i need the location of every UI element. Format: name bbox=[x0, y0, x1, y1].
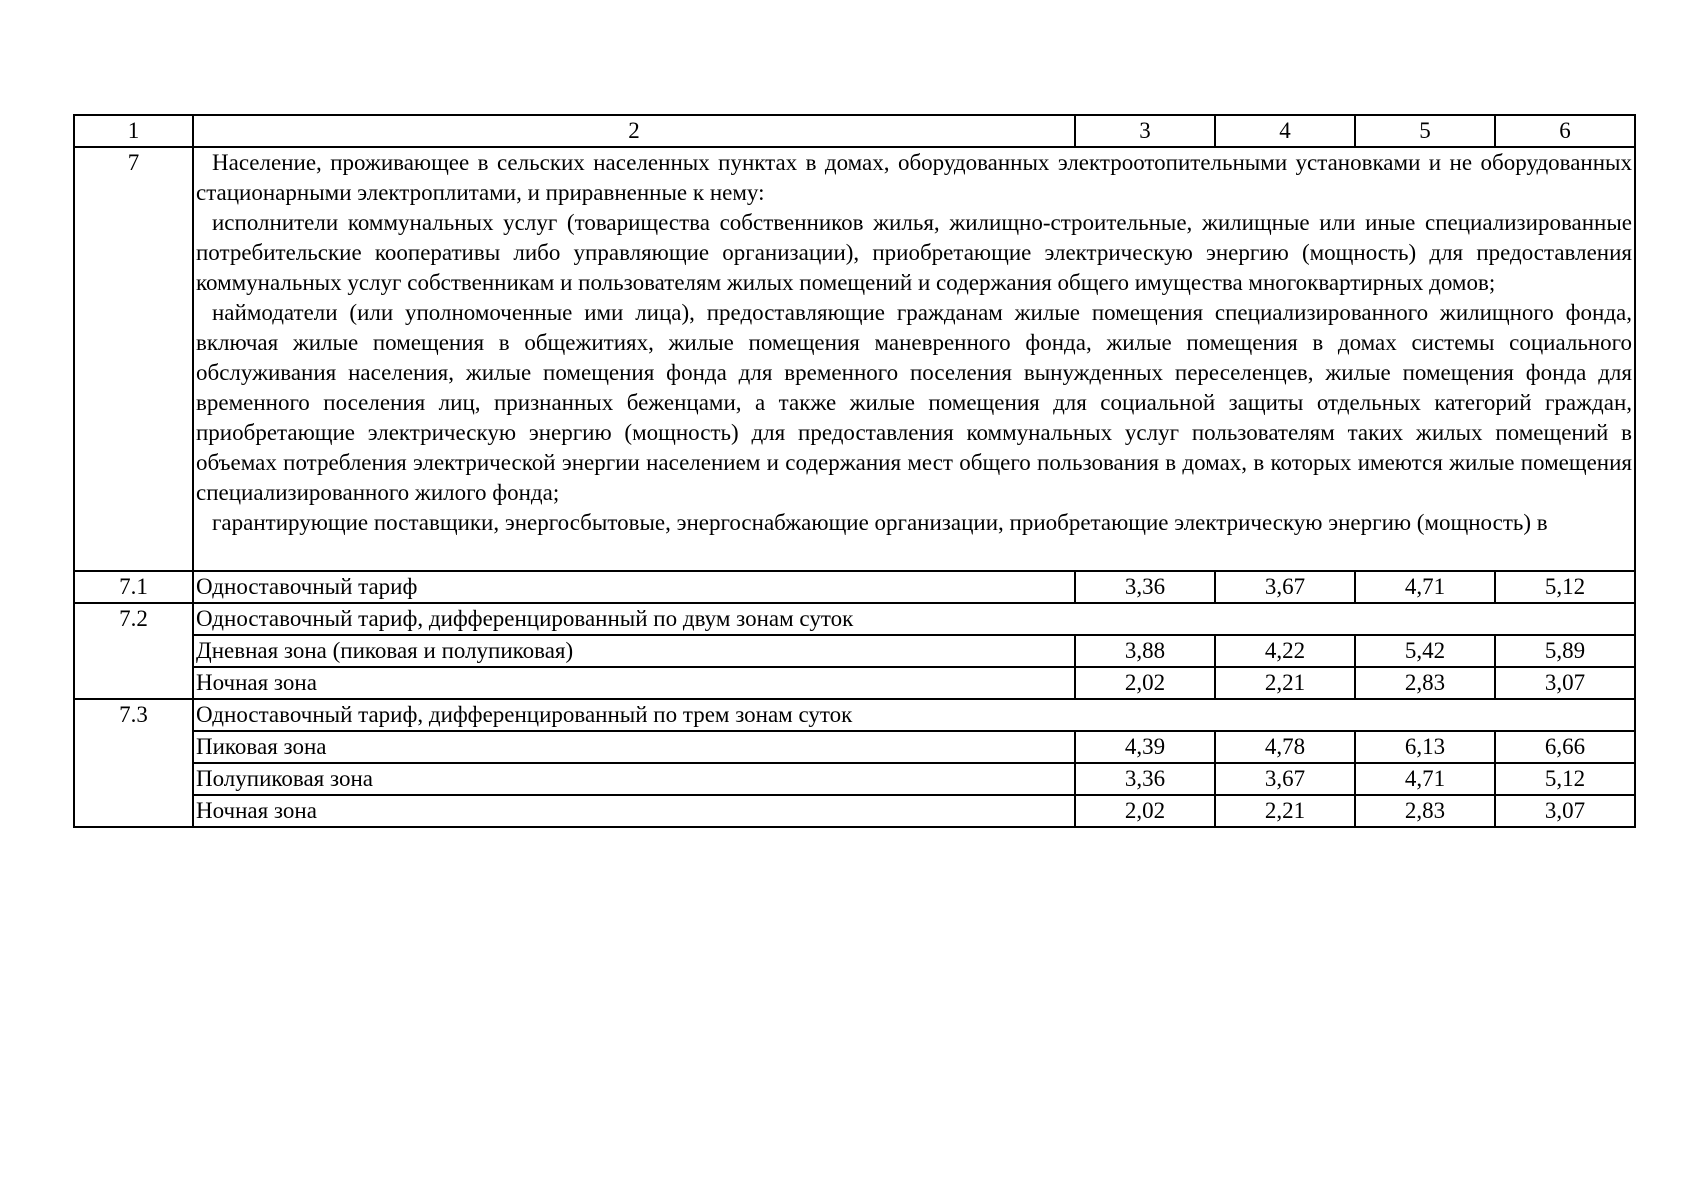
group-7-2-title-row bbox=[74, 603, 1635, 635]
group-7-3-row-2-value-4: 3,67 bbox=[1215, 763, 1355, 795]
group-7-3-row-2-value-5: 4,71 bbox=[1355, 763, 1495, 795]
column-number-row bbox=[74, 115, 1635, 147]
group-7-3-row-3-value-3: 2,02 bbox=[1075, 795, 1215, 827]
group-7-2-number: 7.2 bbox=[74, 603, 193, 699]
row-7-1-number: 7.1 bbox=[74, 571, 193, 603]
group-7-2-row-1-value-5: 5,42 bbox=[1355, 635, 1495, 667]
row-7-1-label: Одноставочный тариф bbox=[193, 571, 1075, 603]
group-7-2-row-night bbox=[74, 667, 1635, 699]
group-7-3-row-2-value-3: 3,36 bbox=[1075, 763, 1215, 795]
group-7-2-row-1-label: Дневная зона (пиковая и полупиковая) bbox=[193, 635, 1075, 667]
group-7-2-row-2-value-6: 3,07 bbox=[1495, 667, 1635, 699]
tariff-table bbox=[73, 114, 1636, 828]
group-7-3-row-peak bbox=[74, 731, 1635, 763]
group-7-paragraph-3: наймодатели (или уполномоченные ими лица), предоставляющие гражданам жилые помещения специализированного жилищного фонда, включая жилые помещения в общежитиях, жилые помещения маневренного фонда, жилые помещения в домах системы социального обслуживания населения, жилые помещения фонда для временного поселения вынужденных переселенцев, жилые помещения фонда для временного поселения лиц, признанных беженцами, а также жилые помещения для социальной защиты отдельных категорий граждан, приобретающие электрическую энергию (мощность) для предоставления коммунальных услуг пользователям таких жилых помещений в объемах потребления электрической энергии населением и содержания мест общего пользования в домах, в которых имеются жилые помещения специализированного жилого фонда; bbox=[196, 300, 1632, 505]
group-7-row bbox=[74, 147, 1635, 571]
group-7-paragraph-4: гарантирующие поставщики, энергосбытовые, энергоснабжающие организации, приобретающие электрическую энергию (мощность) в bbox=[212, 510, 1548, 535]
row-7-1-value-3: 3,36 bbox=[1075, 571, 1215, 603]
group-7-3-title-row bbox=[74, 699, 1635, 731]
group-7-3-row-1-label: Пиковая зона bbox=[193, 731, 1075, 763]
group-7-description bbox=[193, 147, 1635, 571]
group-7-3-row-semipeak bbox=[74, 763, 1635, 795]
group-7-3-row-2-value-6: 5,12 bbox=[1495, 763, 1635, 795]
group-7-2-row-2-label: Ночная зона bbox=[193, 667, 1075, 699]
group-7-2-row-2-value-3: 2,02 bbox=[1075, 667, 1215, 699]
group-7-2-title: Одноставочный тариф, дифференцированный по двум зонам суток bbox=[193, 603, 1635, 635]
group-7-3-row-night bbox=[74, 795, 1635, 827]
row-7-1-value-5: 4,71 bbox=[1355, 571, 1495, 603]
column-number-5: 5 bbox=[1355, 115, 1495, 147]
column-number-3: 3 bbox=[1075, 115, 1215, 147]
group-7-3-row-3-value-6: 3,07 bbox=[1495, 795, 1635, 827]
column-number-4: 4 bbox=[1215, 115, 1355, 147]
group-7-number: 7 bbox=[74, 147, 193, 571]
group-7-description-text bbox=[196, 148, 1632, 570]
group-7-3-row-2-label: Полупиковая зона bbox=[193, 763, 1075, 795]
row-7-1 bbox=[74, 571, 1635, 603]
group-7-paragraph-1: Население, проживающее в сельских населенных пунктах в домах, оборудованных электроотопительными установками и не оборудованных стационарными электроплитами, и приравненные к нему: bbox=[196, 150, 1632, 205]
group-7-3-title: Одноставочный тариф, дифференцированный по трем зонам суток bbox=[193, 699, 1635, 731]
group-7-2-row-2-value-4: 2,21 bbox=[1215, 667, 1355, 699]
column-number-1: 1 bbox=[74, 115, 193, 147]
row-7-1-value-6: 5,12 bbox=[1495, 571, 1635, 603]
column-number-6: 6 bbox=[1495, 115, 1635, 147]
group-7-3-row-1-value-6: 6,66 bbox=[1495, 731, 1635, 763]
group-7-paragraph-2: исполнители коммунальных услуг (товарищества собственников жилья, жилищно-строительные, жилищные или иные специализированные потребительские кооперативы либо управляющие организации), приобретающие электрическую энергию (мощность) для предоставления коммунальных услуг собственникам и пользователям жилых помещений и содержания общего имущества многоквартирных домов; bbox=[196, 210, 1632, 295]
group-7-2-row-1-value-6: 5,89 bbox=[1495, 635, 1635, 667]
group-7-3-number: 7.3 bbox=[74, 699, 193, 827]
group-7-3-row-1-value-4: 4,78 bbox=[1215, 731, 1355, 763]
group-7-2-row-day bbox=[74, 635, 1635, 667]
group-7-3-row-1-value-3: 4,39 bbox=[1075, 731, 1215, 763]
group-7-3-row-1-value-5: 6,13 bbox=[1355, 731, 1495, 763]
column-number-2: 2 bbox=[193, 115, 1075, 147]
group-7-2-row-1-value-3: 3,88 bbox=[1075, 635, 1215, 667]
group-7-3-row-3-value-5: 2,83 bbox=[1355, 795, 1495, 827]
group-7-2-row-2-value-5: 2,83 bbox=[1355, 667, 1495, 699]
group-7-2-row-1-value-4: 4,22 bbox=[1215, 635, 1355, 667]
group-7-3-row-3-label: Ночная зона bbox=[193, 795, 1075, 827]
group-7-3-row-3-value-4: 2,21 bbox=[1215, 795, 1355, 827]
row-7-1-value-4: 3,67 bbox=[1215, 571, 1355, 603]
